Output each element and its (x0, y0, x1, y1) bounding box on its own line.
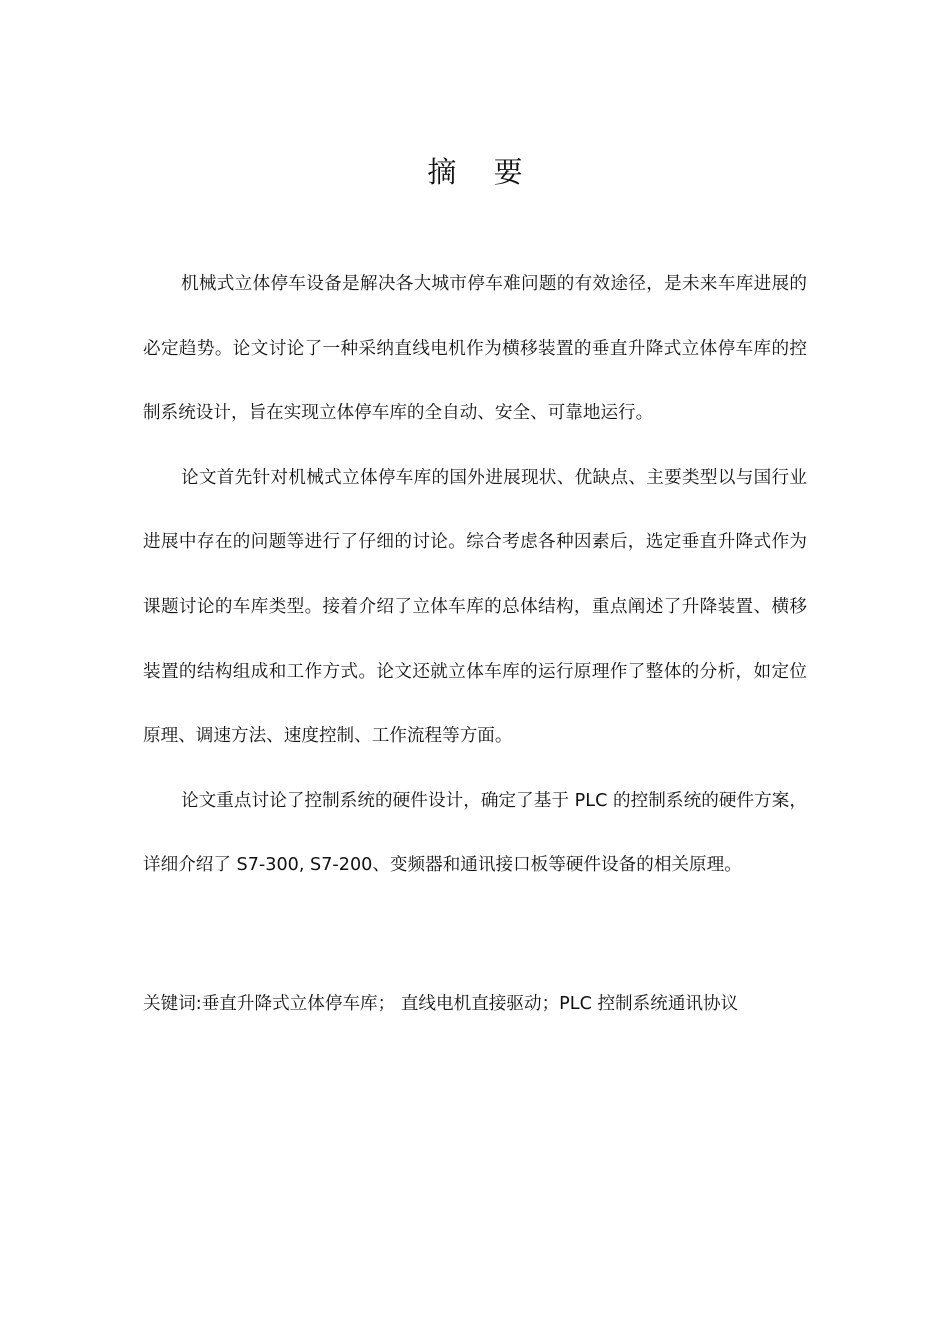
abstract-body (143, 252, 807, 898)
abstract-paragraph-1: 机械式立体停车设备是解决各大城市停车难问题的有效途径，是未来车库进展的必定趋势。论文讨论了一种采纳直线电机作为横移装置的垂直升降式立体停车库的控制系统设计，旨在实现立体停车库的全自动、安全、可靠地运行。 (143, 274, 807, 424)
abstract-paragraph-2: 论文首先针对机械式立体停车库的国外进展现状、优缺点、主要类型以与国行业进展中存在的问题等进行了仔细的讨论。综合考虑各种因素后，选定垂直升降式作为课题讨论的车库类型。接着介绍了立体车库的总体结构，重点阐述了升降装置、横移装置的结构组成和工作方式。论文还就立体车库的运行原理作了整体的分析，如定位原理、调速方法、速度控制、工作流程等方面。 (143, 467, 807, 747)
keywords-line: 关键词:垂直升降式立体停车库； 直线电机直接驱动；PLC 控制系统通讯协议 (143, 994, 739, 1014)
abstract-paragraph-3: 论文重点讨论了控制系统的硬件设计，确定了基于 PLC 的控制系统的硬件方案，详细介绍了 S7-300, S7-200、变频器和通讯接口板等硬件设备的相关原理。 (143, 790, 807, 876)
abstract-title: 摘 要 (427, 155, 537, 189)
